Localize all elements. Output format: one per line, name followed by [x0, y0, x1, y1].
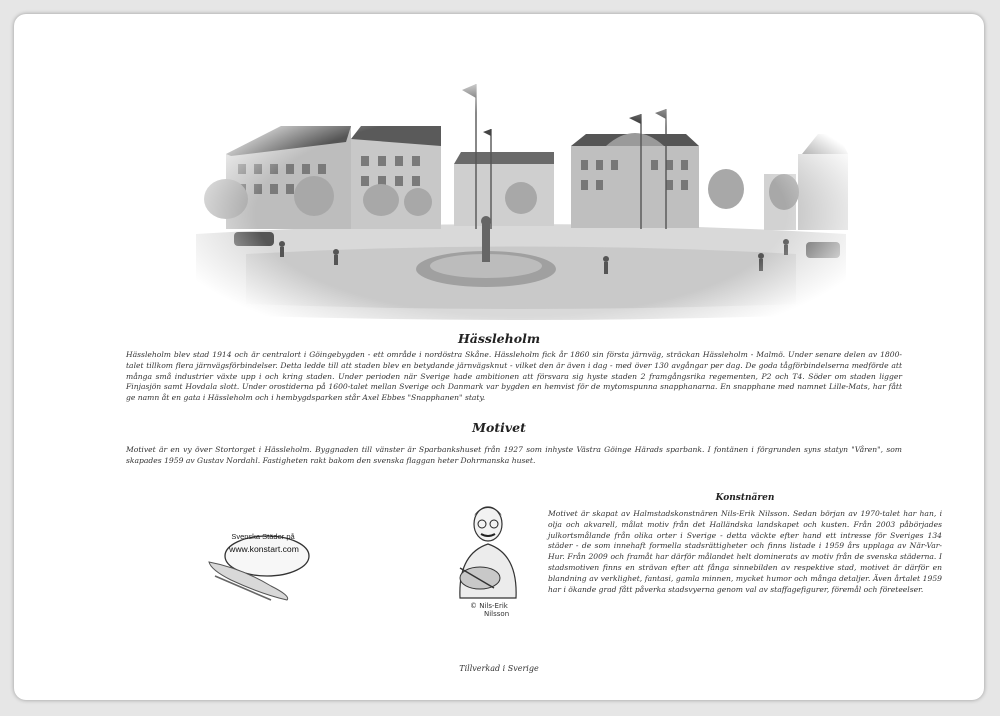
section-title-konstnaren: Konstnären	[715, 493, 775, 503]
signature-line-1: © Nils-Erik	[470, 602, 508, 610]
section-text-konstnaren: Motivet är skapat av Halmstadskonstnären Nils-Erik Nilsson. Sedan början av 1970-talet har han, i olja och akvarell, målat motiv från det Halländska landskapet och kusten. Från 2003 påbörjades julkortsmålande från olika orter i Sverige - detta väckte efter hand ett intresse för Sveriges 134 städer - de som innehaft formella stadsrättigheter och finns listade i 1959 års upplaga av När-Var-Hur. Från 2009 och framåt har därför målandet helt dominerats av motiv från de svenska städerna. I stadsmotiven finns en strävan efter att fånga sinnebilden av respektive stad, motivet är därför en blandning av verklighet, fantasi, gamla minnen, mycket humor och många detaljer. Även årtalet 1959 har i ökande grad fått påverka stadsvyerna genom val av staffagefigurer, föremål och företeelser.	[548, 509, 942, 594]
print-sheet	[14, 14, 984, 700]
town-square-illustration	[186, 64, 856, 322]
section-title-motivet: Motivet	[472, 420, 526, 435]
artist-signature	[470, 602, 530, 618]
footer-made-in: Tillverkad i Sverige	[459, 664, 539, 673]
logo-website: www.konstart.com	[229, 544, 299, 554]
signature-line-2: Nilsson	[484, 610, 510, 618]
section-text-motivet: Motivet är en vy över Stortorget i Hässleholm. Byggnaden till vänster är Sparbankshuset från 1927 som inhyste Västra Göinge Härads sparbank. I fontänen i förgrunden syns statyn "Våren", som skapades 1959 av Gustav Nordahl. Fastigheten rakt bakom den svenska flaggan heter Dohrmanska huset.	[126, 445, 902, 465]
section-text-hassleholm: Hässleholm blev stad 1914 och är centralort i Göingebygden - ett område i nordöstra Skåne. Hässleholm fick år 1860 sin första järnväg, sträckan Hässleholm - Malmö. Under senare delen av 1800-talet tillkom flera järnvägsförbindelser. Detta ledde till att staden blev en betydande järnvägsknut - vilket den är även i dag - med över 130 avgångar per dag. De goda tågförbindelserna medförde att många små industrier växte upp i och kring staden. Under perioden när Sverige hade ambitionen att försvara sig hyste staden 2 framgångsrika regementen, P2 och T4. Söder om staden ligger Finjasjön samt Hovdala slott. Under orostiderna på 1600-talet mellan Sverige och Danmark var bygden en hemvist för de mytomspunna snapphanarna. En snapphane med namnet Lille-Mats, har fått ge namn åt en gata i Hässleholm och i hembygdsparken står Axel Ebbes "Snapphanen" staty.	[126, 350, 902, 403]
logo-tagline: Svenska Städer på	[231, 532, 295, 541]
section-title-hassleholm: Hässleholm	[457, 331, 541, 346]
